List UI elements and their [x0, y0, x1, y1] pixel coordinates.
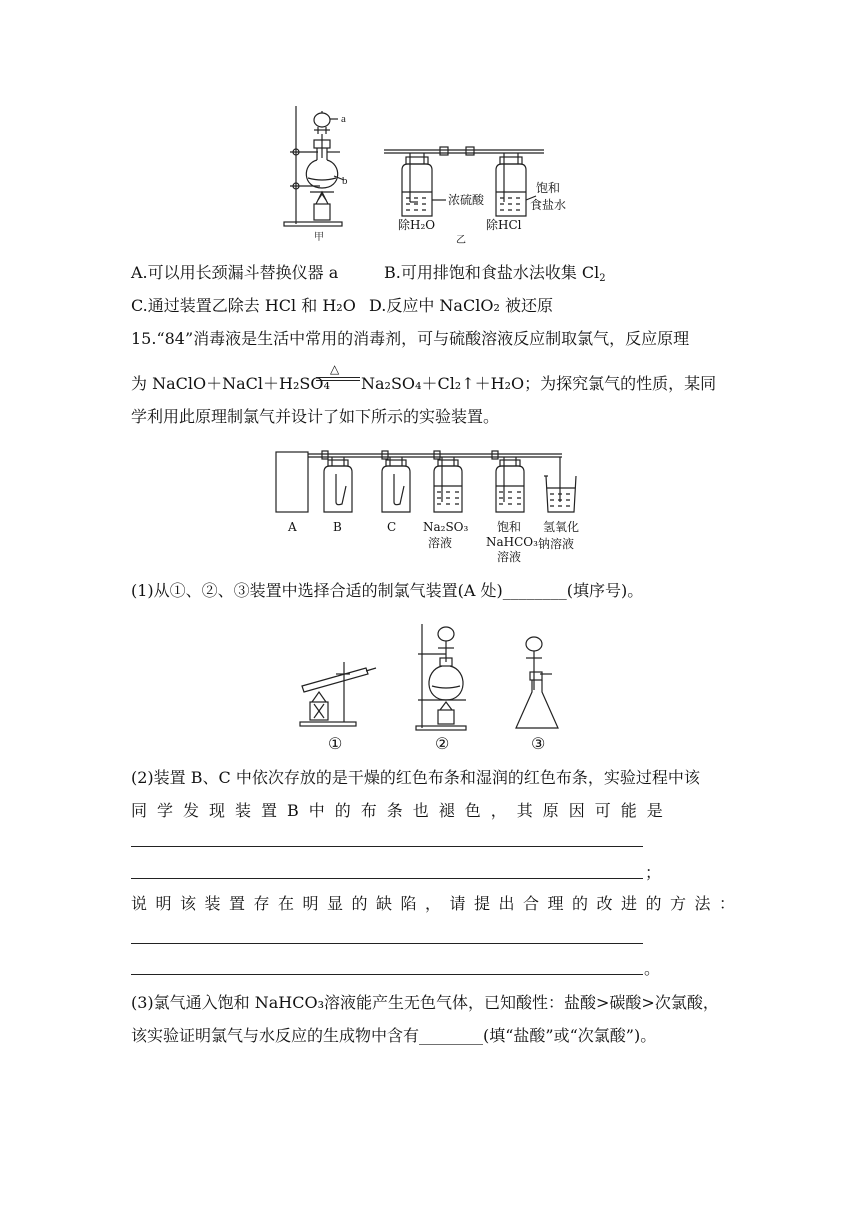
apparatus-label-3: ③	[531, 734, 546, 753]
label-yi: 乙	[456, 235, 466, 246]
fig2-label-qingyanghua: 氢氧化	[543, 520, 580, 534]
fig2-label-c: C	[387, 520, 397, 534]
label-a: a	[341, 113, 346, 125]
label-chu-h2o: 除H₂O	[398, 218, 436, 232]
label-b: b	[342, 175, 348, 187]
semicolon: ；	[645, 863, 662, 882]
figure-apparatus-1	[296, 652, 386, 732]
question-3-line2: 该实验证明氯气与水反应的生成物中含有________(填“盐酸”或“次氯酸”)。	[131, 1026, 657, 1045]
fig2-label-baohe: 饱和	[497, 520, 522, 534]
q15-line2-left: 为 NaClO＋NaCl＋H₂SO₄	[131, 374, 330, 393]
fig2-label-rongye2: 溶液	[497, 550, 522, 564]
label-chu-hcl: 除HCl	[486, 218, 522, 232]
triangle-icon: △	[330, 362, 340, 376]
option-a: A.可以用长颈漏斗替换仪器 a	[131, 263, 339, 282]
option-c: C.通过装置乙除去 HCl 和 H₂O	[131, 296, 356, 315]
fig2-label-nahco3: NaHCO₃	[486, 535, 538, 549]
label-nongliusuan: 浓硫酸	[448, 193, 485, 207]
apparatus-label-1: ①	[328, 734, 343, 753]
question-1: (1)从①、②、③装置中选择合适的制氯气装置(A 处)________(填序号)。	[131, 581, 644, 600]
label-shiyanshui: 食盐水	[530, 198, 567, 212]
figure-apparatus-3	[512, 630, 566, 735]
question-2-line1: (2)装置 B、C 中依次存放的是干燥的红色布条和湿润的红色布条，实验过程中该	[131, 768, 700, 787]
label-jia: 甲	[314, 232, 324, 243]
question-2-line3: 说明该装置存在明显的缺陷，请提出合理的改进的方法：	[131, 894, 744, 913]
answer-line-1	[131, 846, 643, 847]
q15-line3: 学利用此原理制氯气并设计了如下所示的实验装置。	[131, 407, 500, 426]
reaction-heat-condition	[316, 364, 360, 384]
q15-line1: 15.“84”消毒液是生活中常用的消毒剂，可与硫酸溶液反应制取氯气，反应原理	[131, 329, 690, 348]
question-3-line1: (3)氯气通入饱和 NaHCO₃溶液能产生无色气体，已知酸性：盐酸>碳酸>次氯酸，	[131, 993, 719, 1012]
period: 。	[644, 959, 661, 978]
fig2-label-narongye: 钠溶液	[538, 537, 575, 551]
apparatus-label-2: ②	[435, 734, 450, 753]
label-baohe: 饱和	[536, 181, 561, 195]
fig2-label-b: B	[333, 520, 342, 534]
answer-line-4	[131, 974, 643, 975]
option-d: D.反应中 NaClO₂ 被还原	[369, 296, 553, 315]
fig2-label-a: A	[288, 520, 297, 534]
question-2-line2: 同学发现装置B中的布条也褪色，其原因可能是	[131, 801, 673, 820]
answer-line-2	[131, 878, 643, 879]
fig2-label-rongye: 溶液	[428, 536, 453, 550]
option-b: B.可用排饱和食盐水法收集 $Cl_2$	[384, 263, 606, 284]
figure-apparatus-2	[414, 620, 474, 735]
fig2-label-na2so3: Na₂SO₃	[423, 520, 469, 534]
figure-jia-apparatus	[280, 100, 370, 243]
figure-apparatus-chain	[270, 446, 600, 526]
answer-line-3	[131, 943, 643, 944]
q15-line2-right: Na₂SO₄＋Cl₂↑＋H₂O；为探究氯气的性质，某同	[361, 374, 717, 393]
